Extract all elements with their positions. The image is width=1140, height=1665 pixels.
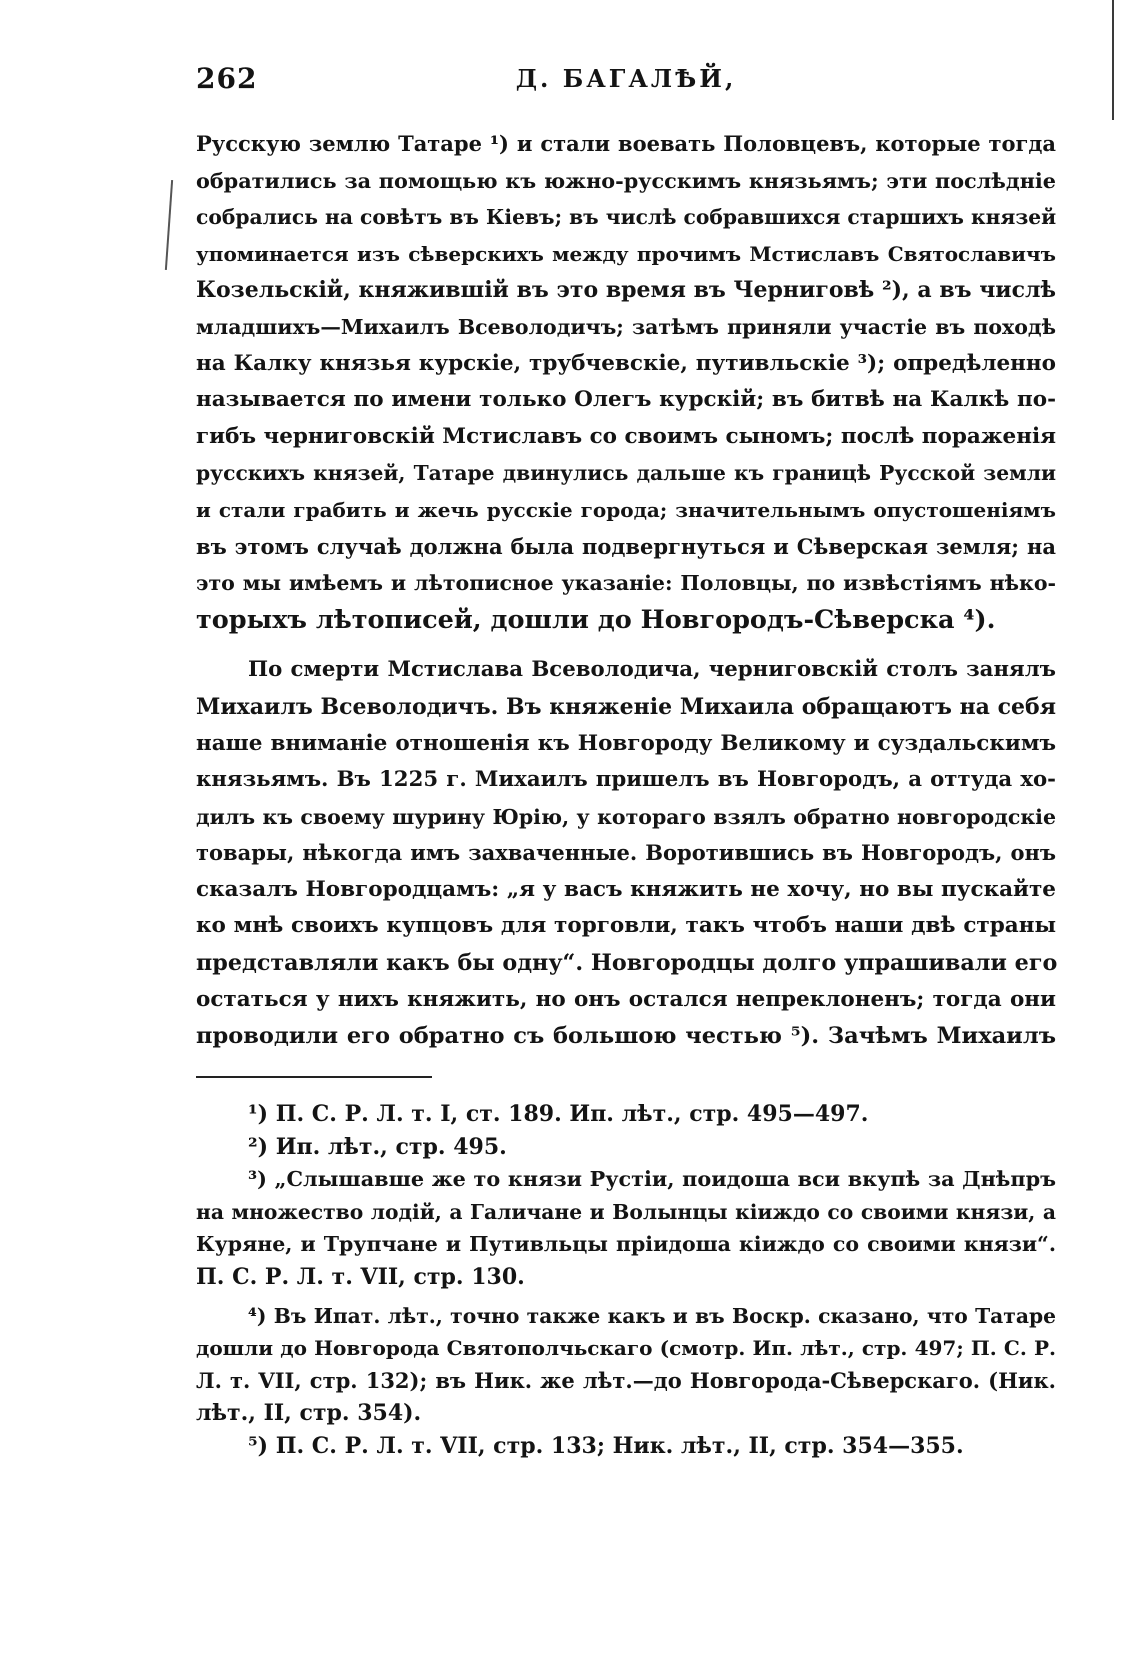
running-head [196,62,1056,102]
body-line: это мы имѣемъ и лѣтописное указаніе: Половцы, по извѣстіямъ нѣко- [196,571,1056,596]
footnote-rule [196,1076,432,1078]
body-line: остаться у нихъ княжить, но онъ остался непреклоненъ; тогда они [196,986,1056,1012]
body-text [196,126,1056,1055]
footnote-line: ⁴) Въ Ипат. лѣт., точно также какъ и въ Воскр. сказано, что Татаре [248,1303,1056,1328]
scan-edge-line [1112,0,1114,120]
body-line: въ этомъ случаѣ должна была подвергнуться и Сѣверская земля; на [196,533,1056,559]
footnotes [196,1098,1056,1463]
body-line: ко мнѣ своихъ купцовъ для торговли, такъ чтобъ наши двѣ страны [196,913,1056,939]
footnote-line: ²) Ип. лѣт., стр. 495. [248,1133,507,1160]
margin-pencil-mark [165,180,173,270]
footnote-line: лѣт., II, стр. 354). [196,1400,422,1427]
paragraph-gap [196,638,1056,652]
footnote-line: Куряне, и Трупчане и Путивльцы пріидоша кіиждо со своими князи“. [196,1232,1056,1257]
body-line: Русскую землю Татаре ¹) и стали воевать Половцевъ, которые тогда [196,131,1056,156]
body-line: проводили его обратно съ большою честью ⁵). Зачѣмъ Михаилъ [196,1023,1056,1050]
running-title: Д. БАГАЛѢЙ, [515,64,737,93]
body-line: и стали грабить и жечь русскіе города; значительнымъ опустошеніямъ [196,497,1056,522]
body-line: Михаилъ Всеволодичъ. Въ княженіе Михаила обращаютъ на себя [196,693,1056,720]
body-line: представляли какъ бы одну“. Новгородцы долго упрашивали его [196,950,1058,977]
body-line: По смерти Мстислава Всеволодича, черниговскій столъ занялъ [248,657,1056,683]
body-line: торыхъ лѣтописей, дошли до Новгородъ-Сѣверска ⁴). [196,604,996,635]
body-line: собрались на совѣтъ въ Кіевъ; въ числѣ собравшихся старшихъ князей [196,205,1057,230]
body-line: обратились за помощью къ южно-русскимъ князьямъ; эти послѣдніе [196,168,1056,193]
footnote-line: ³) „Слышавше же то князи Рустіи, поидоша вси вкупѣ за Днѣпръ [248,1167,1056,1192]
footnote-line: Л. т. VII, стр. 132); въ Ник. же лѣт.—до Новгорода-Сѣверскаго. (Ник. [196,1367,1056,1393]
body-line: товары, нѣкогда имъ захваченные. Воротившись въ Новгородъ, онъ [196,840,1056,866]
body-line: упоминается изъ сѣверскихъ между прочимъ Мстиславъ Святославичъ [196,241,1056,266]
body-line: Козельскій, княжившій въ это время въ Черниговѣ ²), а въ числѣ [196,277,1056,304]
body-line: дилъ къ своему шурину Юрію, у котораго взялъ обратно новгородскіе [196,804,1056,829]
body-line: наше вниманіе отношенія къ Новгороду Великому и суздальскимъ [196,730,1056,756]
body-line: русскихъ князей, Татаре двинулись дальше къ границѣ Русской земли [196,461,1056,486]
footnote-line: на множество лодій, а Галичане и Волынцы кіиждо со своими князи, а [196,1199,1056,1224]
page-number: 262 [196,62,258,95]
footnote-line: дошли до Новгорода Святополчьскаго (смотр. Ип. лѣт., стр. 497; П. С. Р. [196,1336,1056,1361]
body-line: младшихъ—Михаилъ Всеволодичъ; затѣмъ приняли участіе въ походѣ [196,314,1056,339]
body-line: сказалъ Новгородцамъ: „я у васъ княжить не хочу, но вы пускайте [196,876,1056,902]
footnote-line: П. С. Р. Л. т. VII, стр. 130. [196,1263,525,1290]
body-line: князьямъ. Въ 1225 г. Михаилъ пришелъ въ Новгородъ, а оттуда хо- [196,767,1056,793]
body-line: называется по имени только Олегъ курскій; въ битвѣ на Калкѣ по- [196,387,1056,413]
footnote-line: ⁵) П. С. Р. Л. т. VII, стр. 133; Ник. лѣт., II, стр. 354—355. [248,1432,964,1459]
footnote-line: ¹) П. С. Р. Л. т. I, ст. 189. Ип. лѣт., стр. 495—497. [248,1101,869,1127]
body-line: на Калку князья курскіе, трубчевскіе, путивльскіе ³); опредѣленно [196,350,1056,376]
body-line: гибъ черниговскій Мстиславъ со своимъ сыномъ; послѣ пораженія [196,423,1056,449]
